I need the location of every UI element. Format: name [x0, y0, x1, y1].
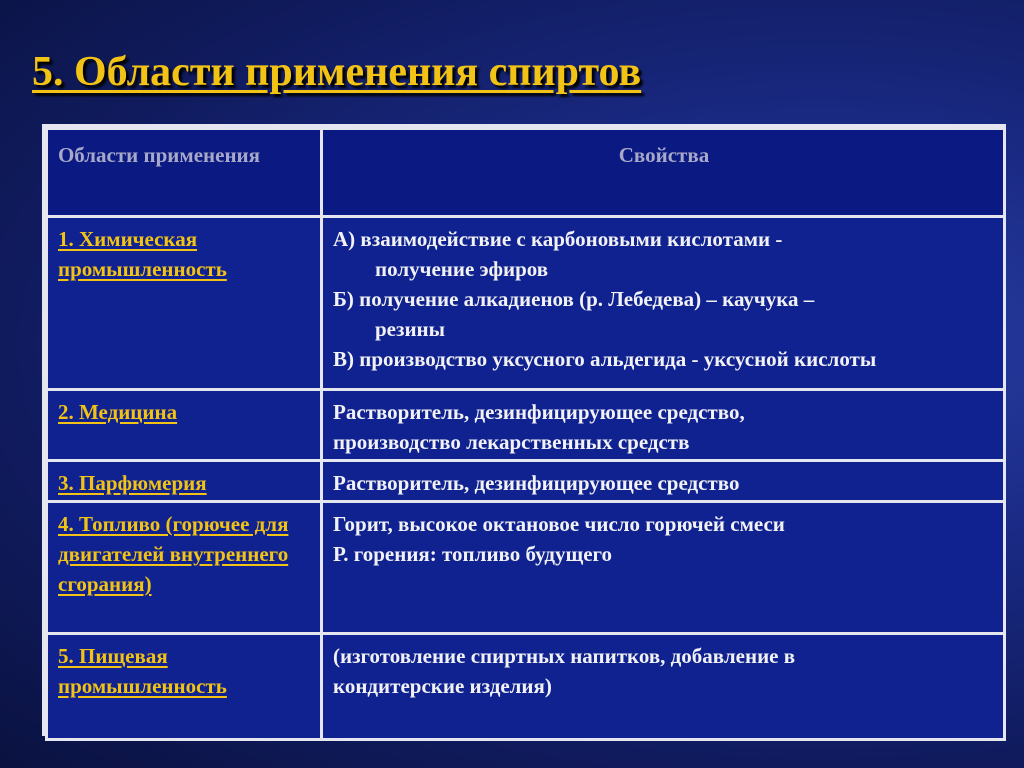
table-row [47, 390, 1005, 461]
property-line: резины [375, 317, 446, 341]
properties-cell [322, 461, 1005, 502]
applications-table [42, 124, 1006, 736]
header-areas: Области применения [47, 129, 322, 217]
area-link-food-industry[interactable]: 5. Пищевая промышленность [47, 634, 322, 740]
table-header-row [47, 129, 1005, 217]
property-line: Р. горения: топливо будущего [333, 542, 613, 566]
properties-cell [322, 217, 1005, 390]
area-link-perfumery[interactable]: 3. Парфюмерия [47, 461, 322, 502]
header-properties: Свойства [322, 129, 1005, 217]
slide-title: 5. Области применения спиртов [32, 49, 642, 95]
properties-cell [322, 390, 1005, 461]
properties-cell [322, 634, 1005, 740]
property-line: получение эфиров [375, 257, 549, 281]
property-line: кондитерские изделия) [333, 674, 552, 698]
table-row [47, 634, 1005, 740]
property-line: Растворитель, дезинфицирующее средство, [333, 400, 745, 424]
properties-cell [322, 502, 1005, 634]
property-line: А) взаимодействие с карбоновыми кислотами - [333, 227, 783, 251]
area-link-fuel[interactable]: 4. Топливо (горючее для двигателей внутреннего сгорания) [47, 502, 322, 634]
property-line: Горит, высокое октановое число горючей смеси [333, 512, 785, 536]
table-row [47, 502, 1005, 634]
property-line: В) производство уксусного альдегида - уксусной кислоты [333, 347, 877, 371]
property-line: Растворитель, дезинфицирующее средство [333, 471, 740, 495]
property-line: (изготовление спиртных напитков, добавление в [333, 644, 796, 668]
property-line: Б) получение алкадиенов (р. Лебедева) – каучука – [333, 287, 815, 311]
table-row [47, 217, 1005, 390]
area-link-medicine[interactable]: 2. Медицина [47, 390, 322, 461]
area-link-chemical-industry[interactable]: 1. Химическая промышленность [47, 217, 322, 390]
property-line: производство лекарственных средств [333, 430, 690, 454]
table-row [47, 461, 1005, 502]
